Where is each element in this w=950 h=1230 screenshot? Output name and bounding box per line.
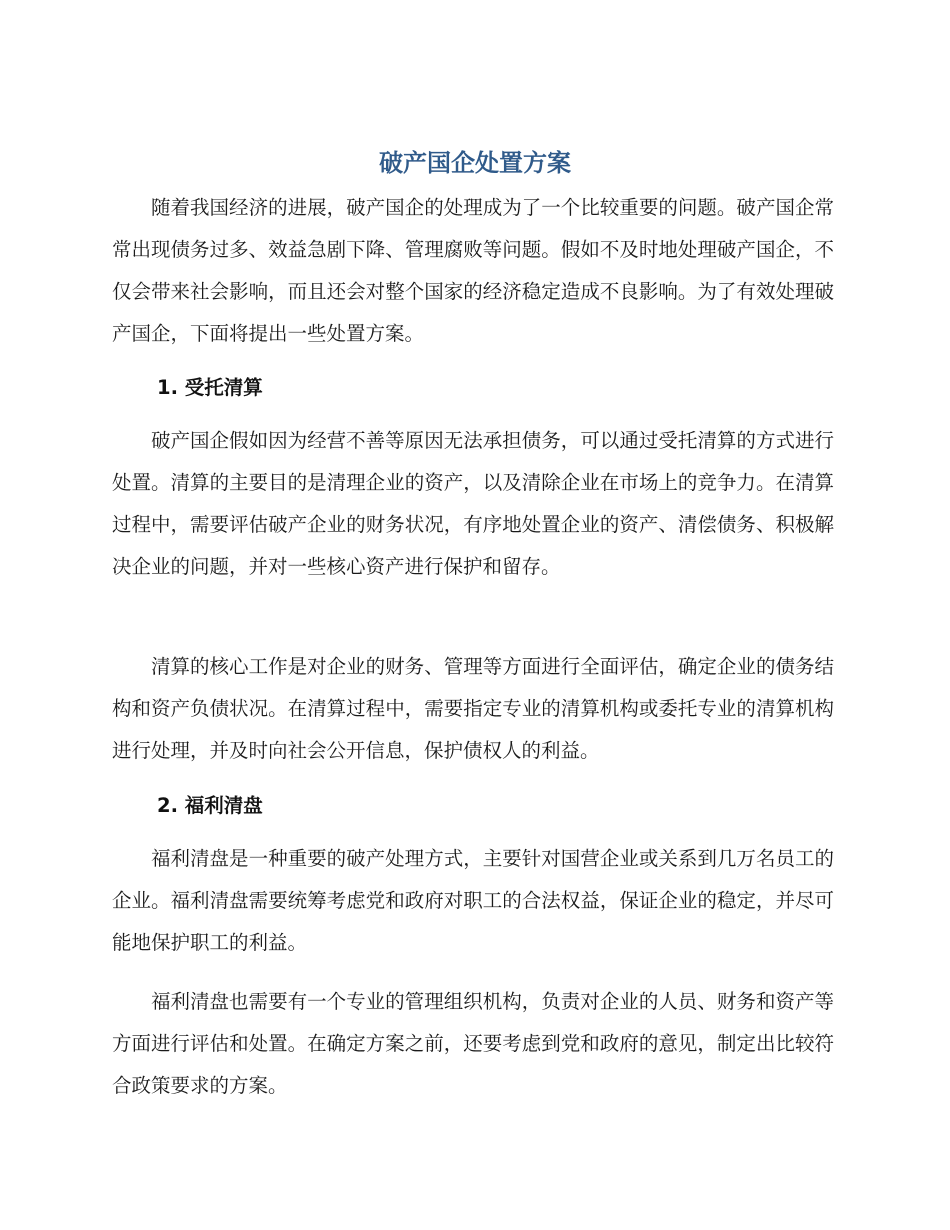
intro-paragraph: 随着我国经济的进展，破产国企的处理成为了一个比较重要的问题。破产国企常常出现债务过多、效益急剧下降、管理腐败等问题。假如不及时地处理破产国企，不仅会带来社会影响，而且还会对整个国家的经济稳定造成不良影响。为了有效处理破产国企，下面将提出一些处置方案。	[112, 196, 834, 345]
section-heading-1: 1. 受托清算	[157, 376, 263, 399]
document-title: 破产国企处置方案	[379, 149, 571, 177]
section-2-paragraph-1: 福利清盘是一种重要的破产处理方式，主要针对国营企业或关系到几万名员工的企业。福利清盘需要统筹考虑党和政府对职工的合法权益，保证企业的稳定，并尽可能地保护职工的利益。	[112, 847, 834, 954]
section-heading-2: 2. 福利清盘	[157, 794, 263, 817]
section-1-paragraph-2: 清算的核心工作是对企业的财务、管理等方面进行全面评估，确定企业的债务结构和资产负债状况。在清算过程中，需要指定专业的清算机构或委托专业的清算机构进行处理，并及时向社会公开信息，保护债权人的利益。	[112, 655, 834, 762]
section-2-paragraph-2: 福利清盘也需要有一个专业的管理组织机构，负责对企业的人员、财务和资产等方面进行评估和处置。在确定方案之前，还要考虑到党和政府的意见，制定出比较符合政策要求的方案。	[112, 990, 834, 1097]
section-1-paragraph-1: 破产国企假如因为经营不善等原因无法承担债务，可以通过受托清算的方式进行处置。清算的主要目的是清理企业的资产，以及清除企业在市场上的竞争力。在清算过程中，需要评估破产企业的财务状况，有序地处置企业的资产、清偿债务、积极解决企业的问题，并对一些核心资产进行保护和留存。	[112, 429, 834, 578]
